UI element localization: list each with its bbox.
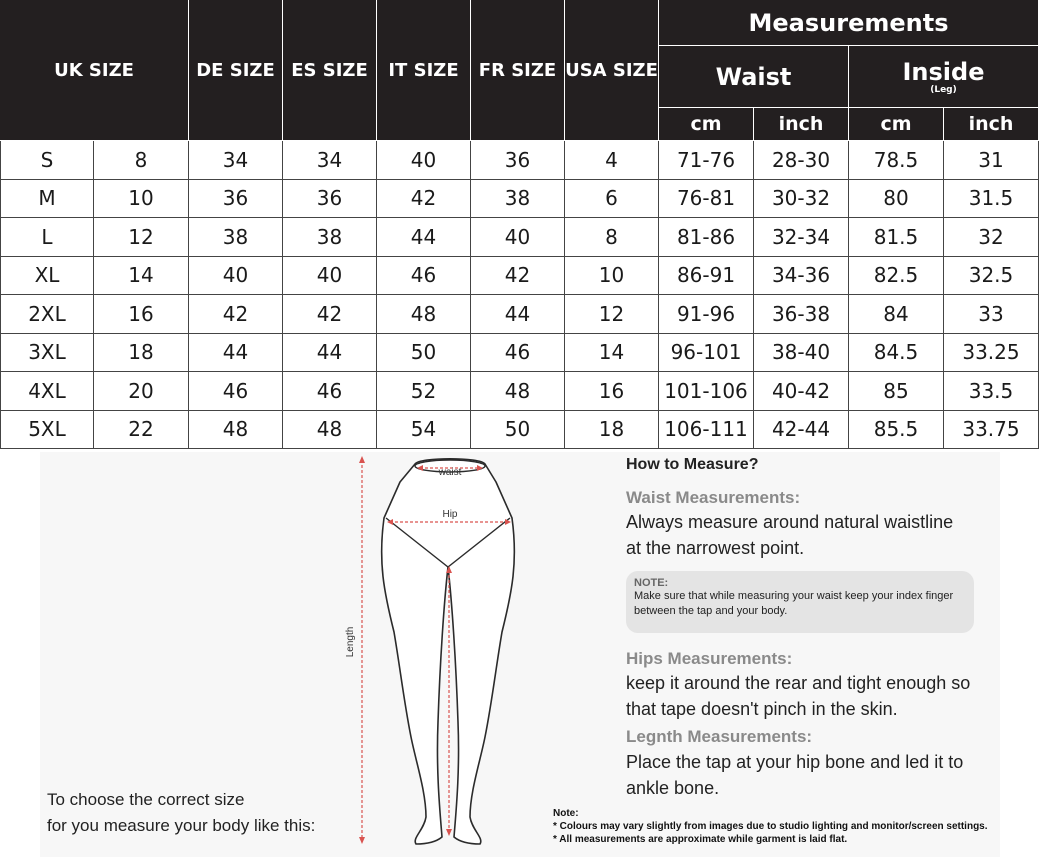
length-arrowhead-bottom xyxy=(359,837,365,844)
note-body-1: Make sure that while measuring your waist keep your index finger xyxy=(634,590,954,602)
cell-fr-size: 46 xyxy=(471,334,565,373)
footnote-title: Note: xyxy=(553,808,579,819)
cell-waist-inch: 38-40 xyxy=(754,334,849,373)
cell-waist-cm: 76-81 xyxy=(659,180,754,219)
cell-uk-number: 12 xyxy=(94,218,189,257)
cell-uk-size: L xyxy=(0,218,94,257)
cell-uk-number: 18 xyxy=(94,334,189,373)
cell-es-size: 38 xyxy=(283,218,377,257)
cell-leg-cm: 82.5 xyxy=(849,257,944,296)
cell-waist-cm: 101-106 xyxy=(659,372,754,411)
header-fr-size: FR SIZE xyxy=(471,0,565,141)
cell-leg-inch: 33.25 xyxy=(944,334,1039,373)
cell-uk-size: 3XL xyxy=(0,334,94,373)
cell-waist-inch: 30-32 xyxy=(754,180,849,219)
cell-it-size: 48 xyxy=(377,295,471,334)
hips-measure-body-2: that tape doesn't pinch in the skin. xyxy=(626,699,898,719)
header-inside-label: Inside xyxy=(902,57,985,86)
cell-de-size: 48 xyxy=(189,411,283,450)
header-it-size: IT SIZE xyxy=(377,0,471,141)
note-box xyxy=(626,571,974,633)
cell-usa-size: 14 xyxy=(565,334,659,373)
length-measure-body-2: ankle bone. xyxy=(626,778,720,798)
cell-usa-size: 12 xyxy=(565,295,659,334)
cell-uk-size: M xyxy=(0,180,94,219)
cell-de-size: 38 xyxy=(189,218,283,257)
cell-waist-inch: 34-36 xyxy=(754,257,849,296)
cell-leg-inch: 33 xyxy=(944,295,1039,334)
cell-it-size: 50 xyxy=(377,334,471,373)
cell-leg-inch: 32.5 xyxy=(944,257,1039,296)
cell-leg-cm: 84 xyxy=(849,295,944,334)
cell-it-size: 54 xyxy=(377,411,471,450)
cell-waist-cm: 71-76 xyxy=(659,141,754,180)
header-es-size: ES SIZE xyxy=(283,0,377,141)
how-to-title: How to Measure? xyxy=(626,456,759,473)
cell-leg-inch: 33.75 xyxy=(944,411,1039,450)
header-de-size: DE SIZE xyxy=(189,0,283,141)
cell-de-size: 34 xyxy=(189,141,283,180)
cell-waist-cm: 86-91 xyxy=(659,257,754,296)
cell-waist-inch: 40-42 xyxy=(754,372,849,411)
cell-usa-size: 18 xyxy=(565,411,659,450)
cell-waist-cm: 91-96 xyxy=(659,295,754,334)
cell-it-size: 46 xyxy=(377,257,471,296)
header-measurements: Measurements xyxy=(659,0,1039,46)
cell-fr-size: 50 xyxy=(471,411,565,450)
length-label: Length xyxy=(345,626,356,658)
cell-es-size: 48 xyxy=(283,411,377,450)
cell-fr-size: 40 xyxy=(471,218,565,257)
cell-waist-inch: 28-30 xyxy=(754,141,849,180)
cell-uk-size: 5XL xyxy=(0,411,94,450)
cell-it-size: 40 xyxy=(377,141,471,180)
cell-fr-size: 48 xyxy=(471,372,565,411)
footnote-line-1: * Colours may vary slightly from images due to studio lighting and monitor/screen settings. xyxy=(553,821,988,832)
inseam-arrowhead-bottom xyxy=(446,829,452,836)
cell-waist-cm: 81-86 xyxy=(659,218,754,257)
note-title: NOTE: xyxy=(634,577,669,589)
cell-fr-size: 42 xyxy=(471,257,565,296)
cell-leg-cm: 80 xyxy=(849,180,944,219)
cell-es-size: 34 xyxy=(283,141,377,180)
cell-it-size: 44 xyxy=(377,218,471,257)
cell-leg-cm: 85 xyxy=(849,372,944,411)
hip-label: Hip xyxy=(442,509,458,520)
cell-uk-number: 10 xyxy=(94,180,189,219)
guide-line-1: To choose the correct size xyxy=(47,790,245,809)
header-leg-cm: cm xyxy=(849,108,944,141)
cell-leg-cm: 81.5 xyxy=(849,218,944,257)
length-arrowhead-top xyxy=(359,456,365,463)
cell-leg-inch: 31.5 xyxy=(944,180,1039,219)
cell-fr-size: 36 xyxy=(471,141,565,180)
cell-leg-inch: 32 xyxy=(944,218,1039,257)
cell-uk-size: 4XL xyxy=(0,372,94,411)
cell-usa-size: 6 xyxy=(565,180,659,219)
cell-leg-cm: 84.5 xyxy=(849,334,944,373)
cell-fr-size: 38 xyxy=(471,180,565,219)
cell-waist-inch: 32-34 xyxy=(754,218,849,257)
length-measure-body-1: Place the tap at your hip bone and led it to xyxy=(626,752,964,772)
cell-it-size: 42 xyxy=(377,180,471,219)
cell-es-size: 42 xyxy=(283,295,377,334)
hips-measure-body-1: keep it around the rear and tight enough so xyxy=(626,673,971,693)
cell-uk-size: 2XL xyxy=(0,295,94,334)
cell-es-size: 36 xyxy=(283,180,377,219)
cell-leg-cm: 78.5 xyxy=(849,141,944,180)
cell-usa-size: 16 xyxy=(565,372,659,411)
header-usa-size: USA SIZE xyxy=(565,0,659,141)
waist-label: waist xyxy=(438,467,462,478)
cell-usa-size: 4 xyxy=(565,141,659,180)
leggings-figure xyxy=(320,452,560,857)
cell-de-size: 40 xyxy=(189,257,283,296)
cell-uk-number: 16 xyxy=(94,295,189,334)
cell-it-size: 52 xyxy=(377,372,471,411)
length-measure-title: Legnth Measurements: xyxy=(626,727,813,746)
header-leg-inch: inch xyxy=(944,108,1039,141)
cell-waist-cm: 106-111 xyxy=(659,411,754,450)
cell-uk-size: S xyxy=(0,141,94,180)
guide-line-2: for you measure your body like this: xyxy=(47,816,316,835)
hips-measure-title: Hips Measurements: xyxy=(626,649,793,668)
cell-usa-size: 10 xyxy=(565,257,659,296)
note-body-2: between the tap and your body. xyxy=(634,605,788,617)
cell-uk-number: 20 xyxy=(94,372,189,411)
cell-es-size: 40 xyxy=(283,257,377,296)
cell-waist-inch: 42-44 xyxy=(754,411,849,450)
waist-measure-title: Waist Measurements: xyxy=(626,488,801,507)
cell-leg-inch: 31 xyxy=(944,141,1039,180)
cell-waist-cm: 96-101 xyxy=(659,334,754,373)
cell-uk-number: 22 xyxy=(94,411,189,450)
header-waist: Waist xyxy=(659,46,849,108)
cell-de-size: 36 xyxy=(189,180,283,219)
header-waist-cm: cm xyxy=(659,108,754,141)
header-inside-sub: (Leg) xyxy=(930,84,957,95)
header-waist-inch: inch xyxy=(754,108,849,141)
cell-leg-inch: 33.5 xyxy=(944,372,1039,411)
cell-usa-size: 8 xyxy=(565,218,659,257)
waist-measure-body-2: at the narrowest point. xyxy=(626,538,805,558)
cell-de-size: 44 xyxy=(189,334,283,373)
cell-leg-cm: 85.5 xyxy=(849,411,944,450)
cell-uk-size: XL xyxy=(0,257,94,296)
cell-de-size: 46 xyxy=(189,372,283,411)
header-uk-size: UK SIZE xyxy=(0,0,189,141)
cell-de-size: 42 xyxy=(189,295,283,334)
footnote-line-2: * All measurements are approximate while garment is laid flat. xyxy=(553,834,848,845)
waist-measure-body-1: Always measure around natural waistline xyxy=(626,512,954,532)
cell-uk-number: 14 xyxy=(94,257,189,296)
cell-waist-inch: 36-38 xyxy=(754,295,849,334)
cell-fr-size: 44 xyxy=(471,295,565,334)
cell-es-size: 44 xyxy=(283,334,377,373)
cell-es-size: 46 xyxy=(283,372,377,411)
header-inside-leg xyxy=(849,46,1039,108)
cell-uk-number: 8 xyxy=(94,141,189,180)
